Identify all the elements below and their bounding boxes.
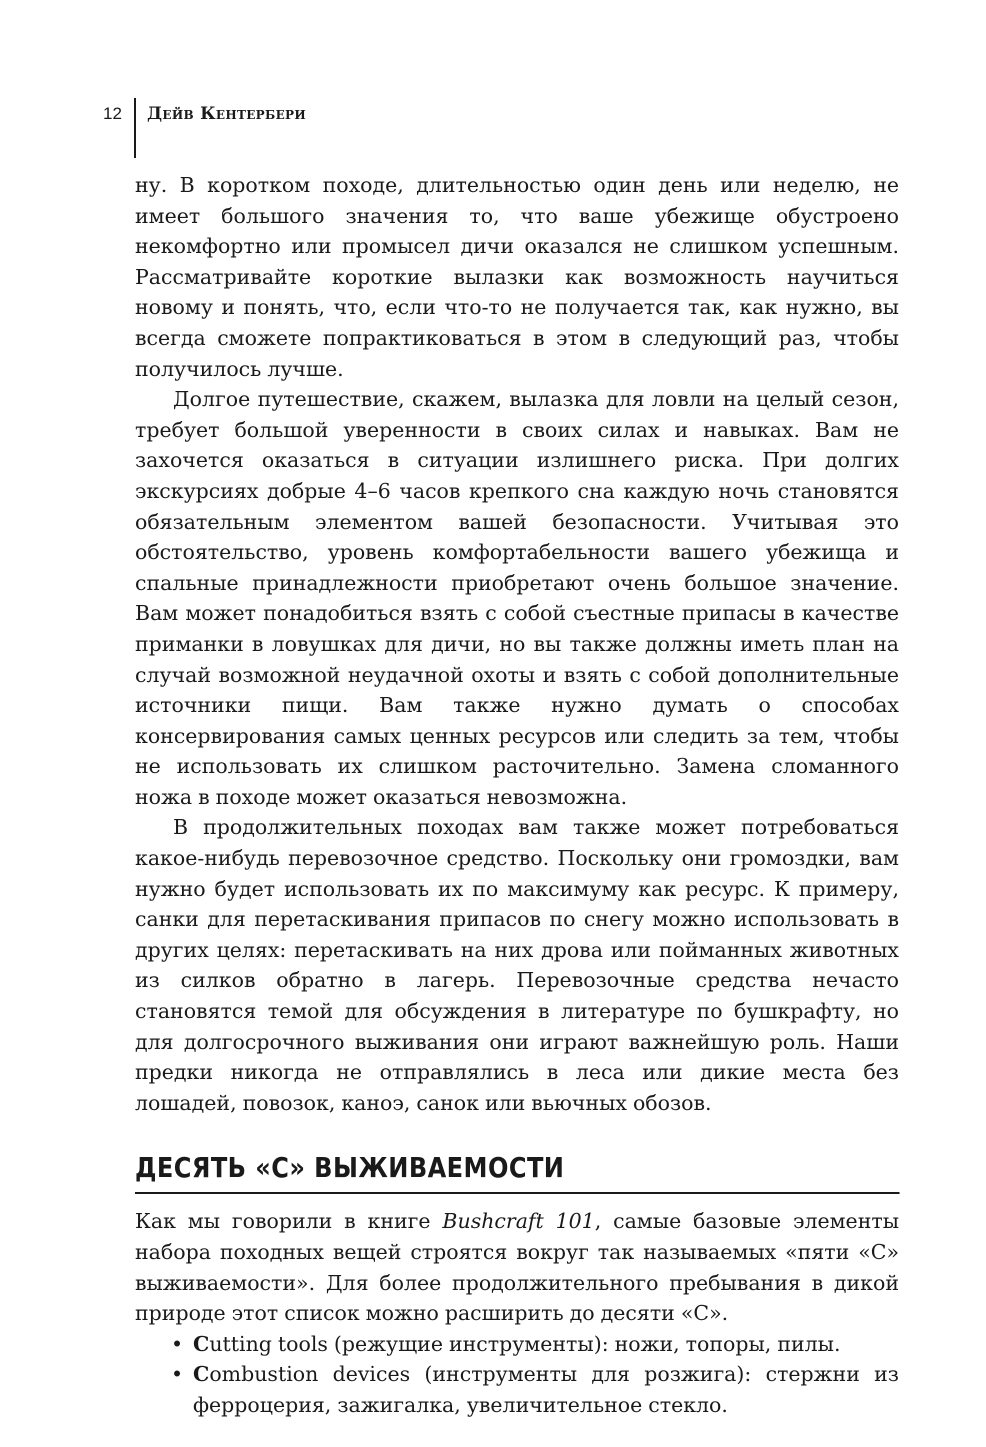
body-paragraph: Долгое путешествие, скажем, вылазка для ловли на целый сезон, требует большой уверенности в своих силах и навыках. Вам не захочется оказаться в ситуации излишнего риска. При долгих экскурсиях добрые 4–6 часов крепкого сна каждую ночь становятся обязательным элементом вашей безопасности. Учитывая это обстоятельство, уровень комфортабельности вашего убежища и спальные принадлежности приобретают очень большое значение. Вам может понадобиться взять с собой съестные припасы в качестве приманки в ловушках для дичи, но вы также должны иметь план на случай возможной неудачной охоты и взять с собой дополнительные источники пищи. Вам также нужно думать о способах консервирования самых ценных ресурсов или следить за тем, чтобы не использовать их слишком расточительно. Замена сломанного ножа в походе может оказаться невозможна. [135,387,899,809]
list-item [171,1359,899,1420]
section-heading: ДЕСЯТЬ «С» ВЫЖИВАЕМОСТИ [135,1148,899,1194]
running-head [0,0,986,160]
book-title: Bushcraft 101 [442,1209,595,1234]
ten-c-list [135,1329,899,1421]
intro-text-end: , самые базовые элементы набора походных вещей строятся вокруг так называемых «пяти «С» выживаемости». Для более продолжительного пребывания в дикой природе этот список можно расширить до десяти «С». [135,1209,900,1326]
intro-text-start: Как мы говорили в книге [135,1209,443,1234]
body-paragraph: В продолжительных походах вам также может потребоваться какое-нибудь перевозочное средство. Поскольку они громоздки, вам нужно будет использовать их по максимуму как ресурс. К примеру, санки для перетаскивания припасов по снегу можно использовать в других целях: перетаскивать на них дрова или пойманных животных из силков обратно в лагерь. Перевозочные средства нечасто становятся темой для обсуждения в литературе по бушкрафту, но для долгосрочного выживания они играют важнейшую роль. Наши предки никогда не отправлялись в леса или дикие места без лошадей, повозок, каноэ, санок или вьючных обозов. [135,815,899,1115]
bullet-icon: • [171,1362,184,1387]
list-item [171,1329,899,1360]
running-head-author: Дейв Кентербери [147,104,306,124]
list-item-text: ombustion devices (инструменты для розжига): стержни из ферроцерия, зажигалка, увеличительное стекло. [193,1362,899,1417]
page-number: 12 [103,104,122,123]
header-divider [134,98,136,158]
bullet-icon: • [171,1331,184,1356]
lead-letter: C [193,1362,210,1387]
list-item-text: utting tools (режущие инструменты): ножи, топоры, пилы. [209,1331,841,1356]
page-body [135,170,899,1421]
section-intro-paragraph [135,1206,899,1328]
lead-letter: C [193,1331,210,1356]
body-paragraph: ну. В коротком походе, длительностью один день или неделю, не имеет большого значения то, что ваше убежище обустроено некомфортно или промысел дичи оказался не слишком успешным. Рассматривайте короткие вылазки как возможность научиться новому и понять, что, если что-то не получается так, как нужно, вы всегда сможете попрактиковаться в этом в следующий раз, чтобы получилось лучше. [135,173,899,381]
